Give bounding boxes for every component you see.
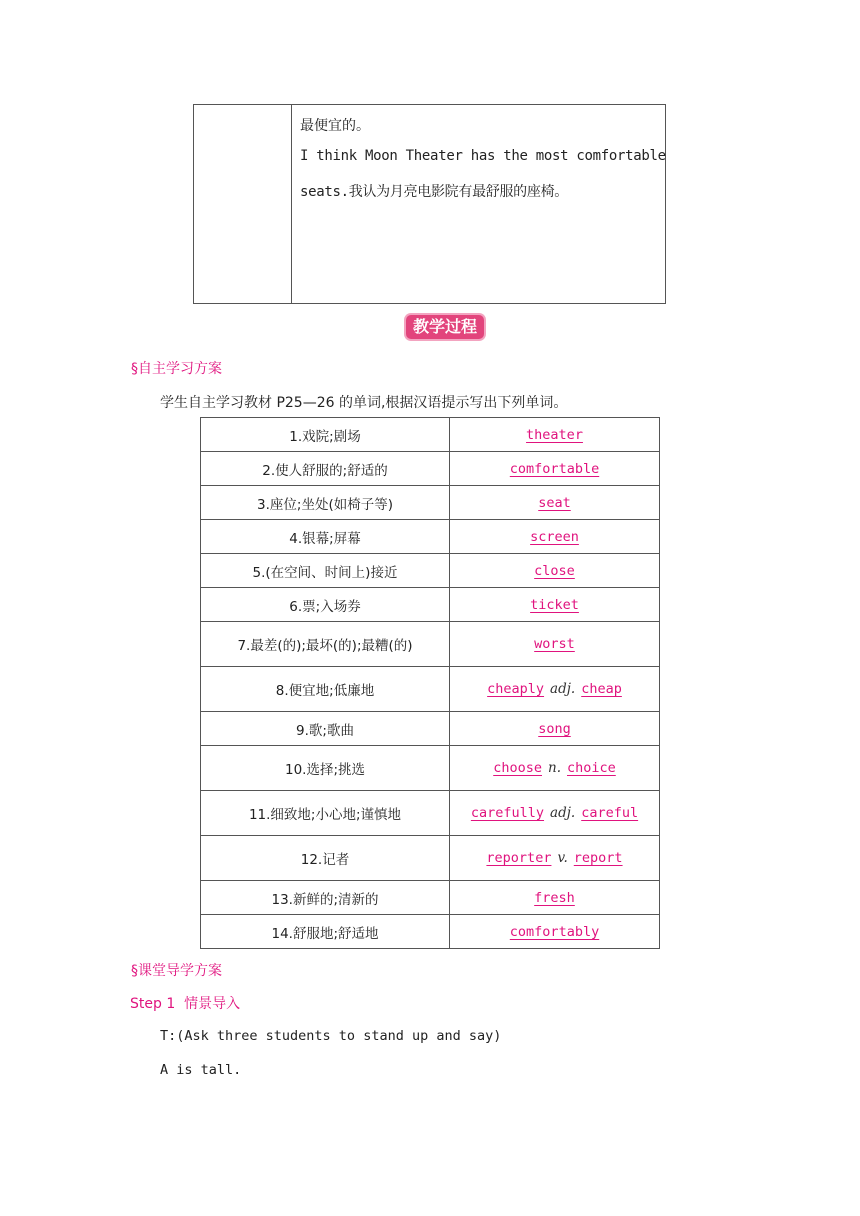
chinese-cell: 8.便宜地;低廉地 — [201, 667, 450, 712]
table-left-cell — [194, 105, 292, 303]
chinese-cell: 2.使人舒服的;舒适的 — [201, 452, 450, 486]
answer-cell — [450, 452, 660, 486]
answer-cell — [450, 836, 660, 881]
chinese-cell: 10.选择;挑选 — [201, 746, 450, 791]
table-row — [201, 554, 660, 588]
answer-derived-word: cheap — [581, 681, 622, 697]
part-of-speech: v. — [557, 850, 568, 866]
class-guide-heading: §课堂导学方案 — [131, 963, 222, 979]
answer-word: choose — [493, 760, 542, 776]
answer-word: carefully — [470, 805, 545, 821]
answer-cell — [450, 881, 660, 915]
answer-word: comfortably — [509, 923, 600, 940]
table-row — [201, 791, 660, 836]
answer-word: fresh — [534, 889, 575, 906]
answer-cell — [450, 588, 660, 622]
table-row — [201, 588, 660, 622]
answer-word: reporter — [486, 850, 552, 866]
chinese-cell: 6.票;入场券 — [201, 588, 450, 622]
part-of-speech: n. — [548, 760, 561, 776]
answer-cell — [450, 667, 660, 712]
box-line-1: 最便宜的。 — [300, 118, 370, 134]
answer-derived-word: choice — [567, 760, 616, 776]
table-row — [201, 486, 660, 520]
self-study-heading: §自主学习方案 — [131, 361, 222, 377]
step-heading: Step 1 情景导入 — [130, 996, 241, 1012]
box-line-2: I think Moon Theater has the most comfortable — [300, 148, 666, 164]
answer-cell — [450, 712, 660, 746]
chinese-cell: 4.银幕;屏幕 — [201, 520, 450, 554]
chinese-cell: 9.歌;歌曲 — [201, 712, 450, 746]
answer-cell — [450, 554, 660, 588]
answer-word: seat — [538, 494, 571, 511]
answer-cell — [450, 915, 660, 949]
answer-word: close — [534, 562, 575, 579]
table-row — [201, 452, 660, 486]
answer-word: song — [538, 720, 571, 737]
chinese-cell: 13.新鲜的;清新的 — [201, 881, 450, 915]
chinese-cell: 1.戏院;剧场 — [201, 418, 450, 452]
table-row — [201, 746, 660, 791]
section-badge: 教学过程 — [406, 315, 484, 339]
table-row — [201, 881, 660, 915]
table-row — [201, 622, 660, 667]
answer-cell — [450, 486, 660, 520]
answer-cell — [450, 418, 660, 452]
vocab-table — [200, 417, 660, 949]
dialogue-line-2: A is tall. — [160, 1062, 242, 1078]
answer-word: theater — [526, 426, 583, 443]
chinese-cell: 14.舒服地;舒适地 — [201, 915, 450, 949]
answer-word: worst — [534, 636, 575, 652]
answer-cell — [450, 520, 660, 554]
self-study-instruction: 学生自主学习教材 P25—26 的单词,根据汉语提示写出下列单词。 — [160, 395, 568, 411]
answer-word: ticket — [530, 596, 579, 613]
table-row — [201, 667, 660, 712]
table-row — [201, 520, 660, 554]
answer-word: cheaply — [487, 681, 545, 697]
table-row — [201, 836, 660, 881]
part-of-speech: adj. — [550, 681, 576, 697]
answer-cell — [450, 791, 660, 836]
continued-table — [193, 104, 666, 304]
answer-derived-word: report — [573, 850, 623, 866]
table-row — [201, 712, 660, 746]
answer-word: comfortable — [509, 460, 600, 477]
table-row — [201, 418, 660, 452]
chinese-cell: 3.座位;坐处(如椅子等) — [201, 486, 450, 520]
chinese-cell: 7.最差(的);最坏(的);最糟(的) — [201, 622, 450, 667]
chinese-cell: 11.细致地;小心地;谨慎地 — [201, 791, 450, 836]
answer-cell — [450, 746, 660, 791]
answer-derived-word: careful — [581, 805, 639, 821]
part-of-speech: adj. — [550, 805, 576, 821]
chinese-cell: 12.记者 — [201, 836, 450, 881]
dialogue-line-1: T:(Ask three students to stand up and say) — [160, 1028, 502, 1044]
table-row — [201, 915, 660, 949]
answer-cell — [450, 622, 660, 667]
chinese-cell: 5.(在空间、时间上)接近 — [201, 554, 450, 588]
box-line-3: seats.我认为月亮电影院有最舒服的座椅。 — [300, 184, 568, 200]
answer-word: screen — [530, 528, 579, 545]
